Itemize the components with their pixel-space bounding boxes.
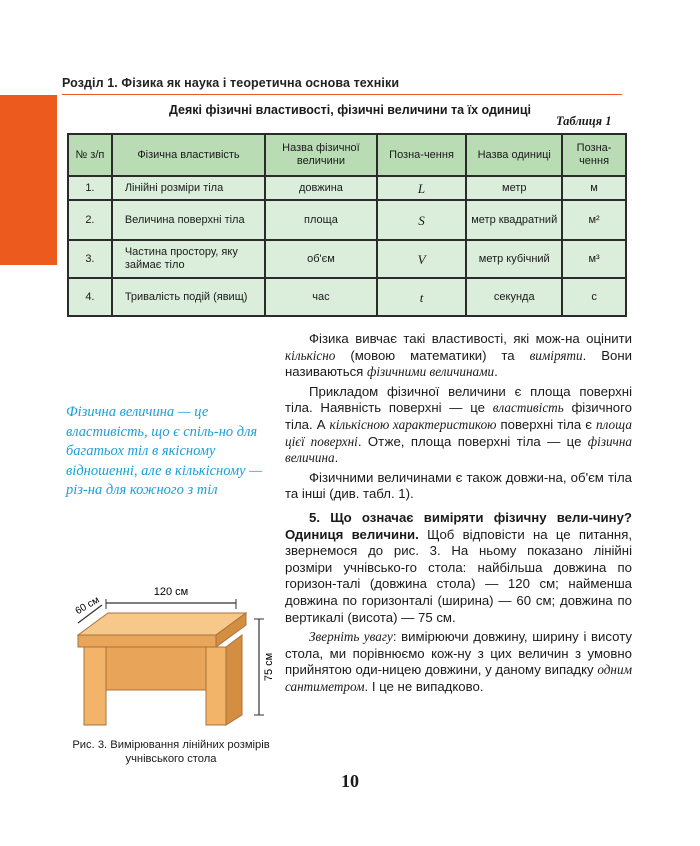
cell-unit: метр bbox=[466, 176, 562, 200]
desk-modesty-panel bbox=[106, 647, 206, 690]
cell-quantity: об'єм bbox=[265, 240, 377, 278]
desk-left-leg bbox=[84, 647, 106, 725]
col-header-quantity: Назва фізичної величини bbox=[265, 134, 377, 176]
section-heading: 5. Що означає виміряти фізичну вели-чину? Одиниця величини. bbox=[285, 509, 632, 542]
cell-symbol: L bbox=[377, 176, 467, 200]
cell-property: Лінійні розміри тіла bbox=[112, 176, 265, 200]
cell-unit-symbol: м³ bbox=[562, 240, 626, 278]
cell-symbol: t bbox=[377, 278, 467, 316]
col-header-symbol: Позна-чення bbox=[377, 134, 467, 176]
cell-number: 4. bbox=[68, 278, 112, 316]
cell-unit-symbol: м bbox=[562, 176, 626, 200]
table-row bbox=[68, 200, 626, 240]
cell-quantity: час bbox=[265, 278, 377, 316]
table-row bbox=[68, 278, 626, 316]
cell-unit-symbol: с bbox=[562, 278, 626, 316]
paragraph-intro: Фізика вивчає такі властивості, які мож-на оцінити кількісно (мовою математики) та виміряти. Вони називаються фізичними величинами. bbox=[285, 331, 633, 380]
width-label: 60 см bbox=[73, 594, 102, 618]
table-row bbox=[68, 240, 626, 278]
table-title: Деякі фізичні властивості, фізичні величини та їх одиниці bbox=[169, 103, 531, 117]
cell-unit: метр квадратний bbox=[466, 200, 562, 240]
table-row bbox=[68, 176, 626, 200]
length-label: 120 см bbox=[153, 586, 189, 598]
cell-number: 3. bbox=[68, 240, 112, 278]
cell-property: Величина поверхні тіла bbox=[112, 200, 265, 240]
paragraph-attention: Зверніть увагу: вимірюючи довжину, ширину і висоту стола, ми порівнюємо кож-ну з цих величин з умовно прийнятою оди-ницею довжини, у даному випадку одним сантиметром. І це не випадково. bbox=[285, 629, 632, 694]
paragraph-example: Прикладом фізичної величини є площа поверхні тіла. Наявність поверхні — це властивість фізичного тіла. А кількісною характеристикою поверхні тіла є площа цієї поверхні. Отже, площа поверхні тіла — це фізична величина. bbox=[285, 383, 633, 466]
cell-quantity: довжина bbox=[265, 176, 377, 200]
cell-number: 2. bbox=[68, 200, 112, 240]
cell-unit: метр кубічний bbox=[466, 240, 562, 278]
chapter-tab-marker bbox=[0, 95, 57, 265]
table-label: Таблиця 1 bbox=[556, 114, 612, 128]
col-header-unit: Назва одиниці bbox=[466, 134, 562, 176]
paragraph-section-5: 5. Що означає виміряти фізичну вели-чину? Одиниця величини. Щоб відповісти на це питання, звернемося до рис. 3. На ньому показано лінійні розміри учнівсько-го стола: найбільша довжина по горизон-талі (довжина стола) — 120 см; найменша довжина по горизонталі (ширина) — 60 см; довжина по вертикалі (висота) — 75 см. bbox=[285, 509, 632, 625]
desk-illustration bbox=[66, 575, 276, 735]
definition-sidebar: Фізична величина — це властивість, що є спіль-но для багатьох тіл в якісному відношенні, але в кількісному — різ-на для кожного з тіл bbox=[66, 404, 263, 499]
cell-unit-symbol: м² bbox=[562, 200, 626, 240]
cell-symbol: S bbox=[377, 200, 467, 240]
figure-caption: Рис. 3. Вимірювання лінійних розмірів учнівського стола bbox=[72, 739, 270, 765]
main-text bbox=[285, 331, 632, 695]
height-label: 75 см bbox=[263, 652, 275, 682]
col-header-number: № з/п bbox=[68, 134, 112, 176]
page-number: 10 bbox=[341, 771, 359, 791]
cell-symbol: V bbox=[377, 240, 467, 278]
cell-quantity: площа bbox=[265, 200, 377, 240]
desk-front-edge bbox=[78, 635, 216, 647]
cell-unit: секунда bbox=[466, 278, 562, 316]
cell-number: 1. bbox=[68, 176, 112, 200]
col-header-property: Фізична властивість bbox=[112, 134, 265, 176]
table-header-row bbox=[68, 134, 626, 176]
col-header-unit-symbol: Позна-чення bbox=[562, 134, 626, 176]
header-divider bbox=[62, 94, 622, 95]
desk-right-leg bbox=[206, 647, 226, 725]
properties-table bbox=[67, 133, 627, 317]
cell-property: Тривалість подій (явищ) bbox=[112, 278, 265, 316]
desk-right-side bbox=[226, 635, 242, 725]
cell-property: Частина простору, яку займає тіло bbox=[112, 240, 265, 278]
paragraph-others: Фізичними величинами є також довжи-на, об'єм тіла та інші (див. табл. 1). bbox=[285, 469, 632, 502]
running-header: Розділ 1. Фізика як наука і теоретична основа техніки bbox=[62, 76, 400, 90]
